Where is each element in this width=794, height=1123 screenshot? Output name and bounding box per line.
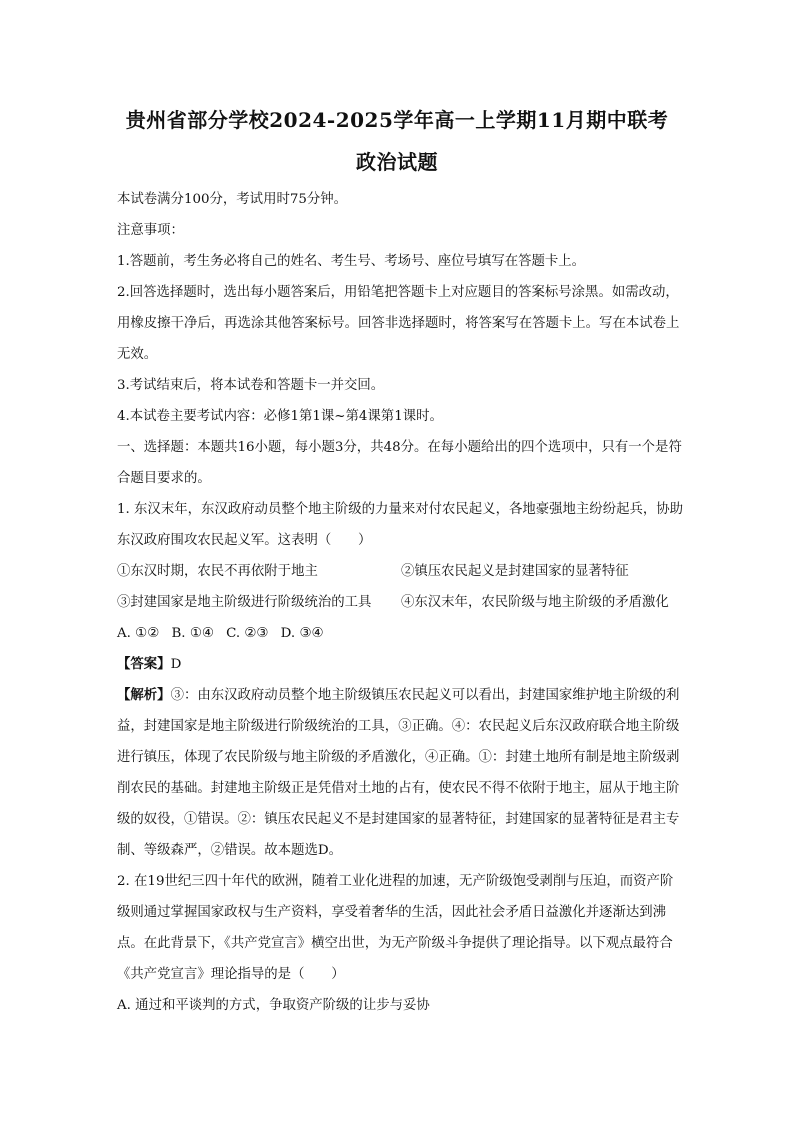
question-1-choices [117, 618, 685, 649]
question-1-option-2: ②镇压农民起义是封建国家的显著特征 [401, 564, 629, 579]
note-1: 1.答题前，考生务必将自己的姓名、考生号、考场号、座位号填写在答题卡上。 [117, 254, 586, 269]
answer-label: 【答案】 [117, 656, 171, 672]
question-1-answer [117, 649, 685, 680]
question-1-option-1: ①东汉时期，农民不再依附于地主 [117, 564, 318, 579]
note-2: 2.回答选择题时，选出每小题答案后，用铅笔把答题卡上对应题目的答案标号涂黑。如需改动，用橡皮擦干净后，再选涂其他答案标号。回答非选择题时，将答案写在答题卡上。写在本试卷上无效。 [117, 285, 680, 362]
choice-d: D. ③④ [280, 626, 324, 641]
analysis-text: ③：由东汉政府动员整个地主阶级镇压农民起义可以看出，封建国家维护地主阶级的利益，封建国家是地主阶级进行阶级统治的工具，③正确。④：农民起义后东汉政府联合地主阶级进行镇压，体现了农民阶级与地主阶级的矛盾激化，④正确。①：封建土地所有制是地主阶级剥削农民的基础。封建地主阶级正是凭借对土地的占有，使农民不得不依附于地主，屈从于地主阶级的奴役，①错误。②：镇压农民起义不是封建国家的显著特征，封建国家的显著特征是君主专制、等级森严，②错误。故本题选D。 [117, 688, 680, 858]
document-title: 贵州省部分学校2024-2025学年高一上学期11月期中联考 [125, 108, 669, 132]
choice-b: B. ①④ [171, 626, 214, 641]
note-3: 3.考试结束后，将本试卷和答题卡一并交回。 [117, 378, 385, 393]
document-body [117, 184, 685, 1021]
question-2-stem: 2. 在19世纪三四十年代的欧洲，随着工业化进程的加速，无产阶级饱受剥削与压迫，而资产阶级则通过掌握国家政权与生产资料，享受着奢华的生活，因此社会矛盾日益激化并逐渐达到沸点。在此背景下，《共产党宣言》横空出世，为无产阶级斗争提供了理论指导。以下观点最符合《共产党宣言》理论指导的是（ ） [117, 874, 674, 982]
answer-value: D [170, 657, 182, 672]
question-1-options-row-1 [117, 556, 685, 587]
document-subtitle: 政治试题 [356, 150, 438, 174]
score-line: 本试卷满分100分，考试用时75分钟。 [117, 192, 348, 207]
question-1-option-3: ③封建国家是地主阶级进行阶级统治的工具 [117, 595, 372, 610]
note-4: 4.本试卷主要考试内容：必修1第1课~第4课第1课时。 [117, 409, 443, 424]
question-1-analysis [117, 680, 685, 866]
notice-label: 注意事项： [117, 223, 184, 238]
section-heading: 一、选择题：本题共16小题，每小题3分，共48分。在每小题给出的四个选项中，只有一个是符合题目要求的。 [117, 440, 682, 486]
question-1-option-4: ④东汉末年，农民阶级与地主阶级的矛盾激化 [401, 595, 669, 610]
question-2-option-a: A. 通过和平谈判的方式，争取资产阶级的让步与妥协 [117, 998, 430, 1013]
choice-c: C. ②③ [226, 626, 269, 641]
question-1-stem: 1. 东汉末年，东汉政府动员整个地主阶级的力量来对付农民起义，各地豪强地主纷纷起兵，协助东汉政府围攻农民起义军。这表明（ ） [117, 502, 684, 548]
question-1-options-row-2 [117, 587, 685, 618]
choice-a: A. ①② [117, 626, 160, 641]
analysis-label: 【解析】 [117, 687, 171, 703]
